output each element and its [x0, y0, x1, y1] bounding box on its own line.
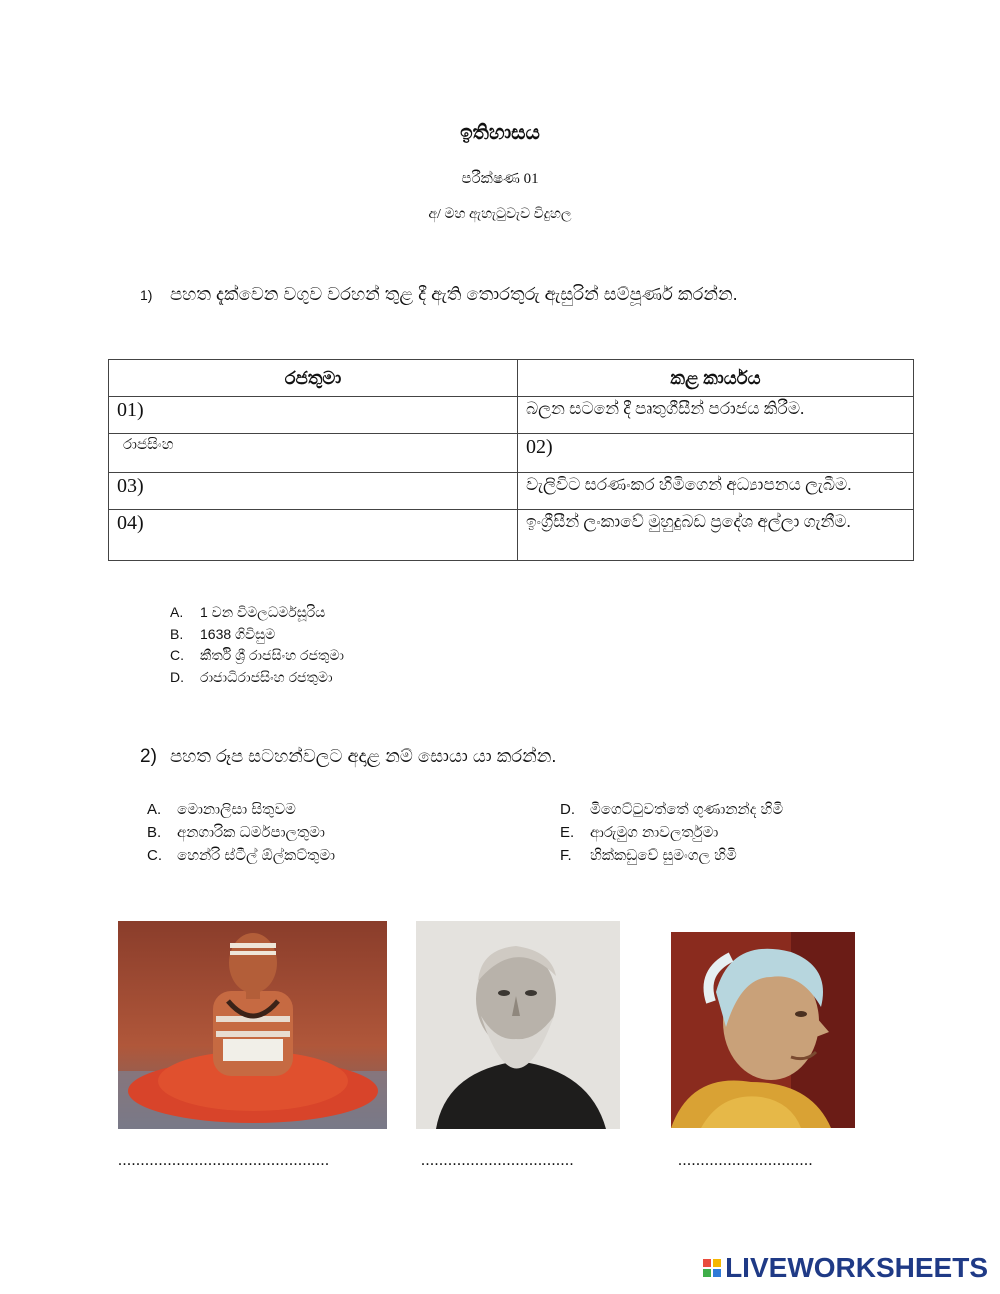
- table-cell: බලන සටනේ දී පෘතුගීසීන් පරාජය කිරීම.: [518, 397, 914, 434]
- question-1-number: 1): [140, 287, 153, 303]
- table-row: [109, 434, 914, 473]
- table-header-deed: කළ කාර්යය: [518, 360, 914, 397]
- question-2: [140, 746, 556, 768]
- list-item: B. 1638 ගිවිසුම: [170, 625, 276, 642]
- list-item: D. රාජාධිරාජසිංහ රජතුමා: [170, 668, 333, 685]
- list-item: D. මිගෙට්ටුවත්තේ ගුණානන්ද හිමි: [560, 801, 784, 818]
- question-1-table: [108, 359, 914, 561]
- question-1-text: පහත දැක්වෙන වගුව වරහන් තුළ දී ඇති තොරතුරු ඇසුරින් සම්පූර්ණ කරන්න.: [170, 284, 738, 304]
- table-cell-answer[interactable]: 03): [109, 473, 518, 510]
- list-item: B. අනගාරික ධර්මපාලතුමා: [147, 824, 325, 841]
- list-item: C. හෙන්රි ස්ටීල් ඕල්කට්තුමා: [147, 847, 336, 864]
- question-2-options-left: [147, 801, 335, 870]
- exam-subtitle: පරීක්ෂණ 01: [461, 171, 539, 187]
- question-2-text: පහත රූප සටහන්වලට අදාළ නම් සොයා යා කරන්න.: [170, 746, 557, 766]
- list-item: C. කීර්ති ශ්‍රී රාජසිංහ රජතුමා: [170, 647, 345, 663]
- question-2-number: 2): [140, 746, 157, 767]
- portrait-profile-man: [671, 932, 855, 1128]
- table-cell: වැලිවිට සරණංකර හිමිගෙන් අධ්‍යාපනය ලැබීම.: [518, 473, 914, 510]
- question-1-options: [170, 604, 344, 690]
- table-row: [109, 510, 914, 561]
- portrait-bearded-man: [416, 921, 620, 1129]
- page-title: ඉතිහාසය: [460, 122, 540, 144]
- logo-blocks-icon: [703, 1259, 721, 1277]
- portrait-seated-figure: [118, 921, 387, 1129]
- table-row: [109, 397, 914, 434]
- question-2-options-right: [560, 801, 783, 870]
- table-row: [109, 473, 914, 510]
- liveworksheets-logo: LIVEWORKSHEETS: [703, 1252, 988, 1284]
- list-item: A. මොනාලිසා සිතුවම: [147, 801, 296, 818]
- table-cell-answer[interactable]: 04): [109, 510, 518, 561]
- answer-blank-3[interactable]: ..............................: [678, 1152, 813, 1169]
- table-cell-answer[interactable]: 01): [109, 397, 518, 434]
- table-cell: ඉංග්‍රීසීන් ලංකාවේ මුහුදුබඩ ප්‍රදේශ අල්ලා ගැනීම.: [518, 510, 914, 561]
- answer-blank-1[interactable]: ...............................................: [118, 1152, 330, 1169]
- list-item: F. හික්කඩුවේ සුමංගල හිමි: [560, 847, 737, 864]
- question-1: [140, 284, 738, 305]
- table-cell: රාජසිංහ: [109, 434, 518, 473]
- list-item: E. ආරුමුග නාවලර්තුමා: [560, 824, 719, 841]
- table-header-king: රජතුමා: [109, 360, 518, 397]
- school-name: අ/ මහ ඇහැටුවැව විදුහල: [428, 207, 572, 222]
- answer-blank-2[interactable]: ..................................: [421, 1152, 574, 1169]
- table-cell-answer[interactable]: 02): [518, 434, 914, 473]
- list-item: A. 1 වන විමලධර්මසූරිය: [170, 604, 326, 620]
